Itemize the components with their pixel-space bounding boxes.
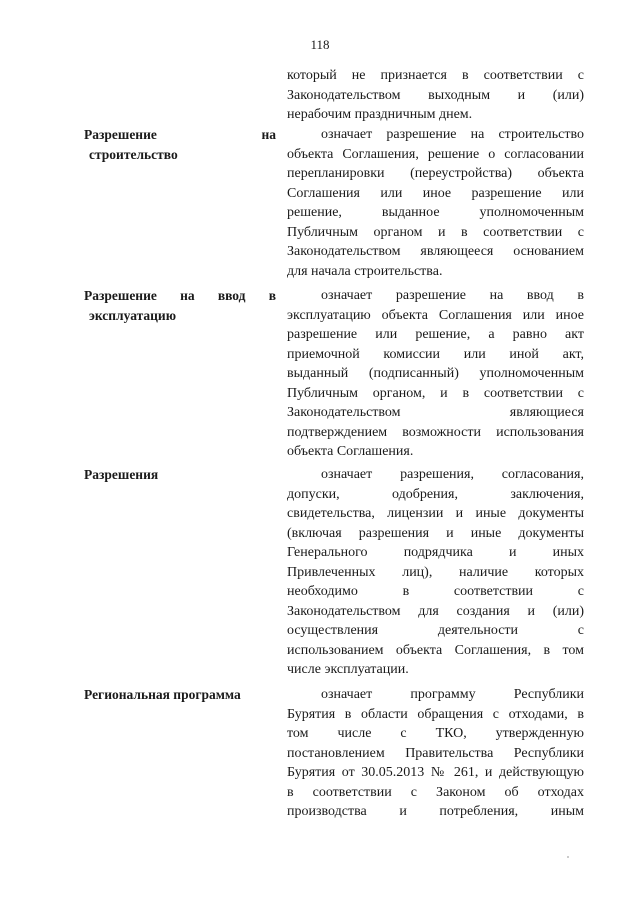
text-line: подтверждением возможности использования xyxy=(287,424,584,440)
definition-permits xyxy=(287,465,584,680)
text-line: Публичным органом, и в соответствии с xyxy=(287,385,584,401)
text-line: Привлеченных лиц), наличие которых xyxy=(287,564,584,580)
page-number: 118 xyxy=(310,37,330,52)
term-regional-program xyxy=(84,685,276,705)
text-line: Законодательством являющееся основанием xyxy=(287,244,584,259)
text-line: (включая разрешения и иные документы xyxy=(287,525,584,541)
scan-speck xyxy=(567,856,569,858)
text-line: осуществления деятельности с xyxy=(287,623,584,638)
text-line: означает программу Республики xyxy=(321,687,584,702)
text-line: который не признается в соответствии с xyxy=(287,68,584,83)
text-line: необходимо в соответствии с xyxy=(287,584,584,599)
text-line: приемочной комиссии или иной акт, xyxy=(287,346,584,362)
text-line: разрешение или решение, а равно акт xyxy=(287,327,584,342)
text-line: Законодательством являющиеся xyxy=(287,405,584,420)
text-line: использованием объекта Соглашения, в том xyxy=(287,642,584,658)
text-line: выданный (подписанный) уполномоченным xyxy=(287,366,584,381)
text-line: Генерального подрядчика и иных xyxy=(287,545,584,560)
definition-building-permit xyxy=(287,125,584,281)
text-line: означает разрешение на строительство xyxy=(321,127,584,142)
text-line: свидетельства, лицензии и иные документы xyxy=(287,506,584,521)
text-line: Бурятия в области обращения с отходами, в xyxy=(287,706,584,722)
text-line: производства и потребления, иным xyxy=(287,804,584,819)
definition-regional-program xyxy=(287,685,584,822)
text-line: для начала строительства. xyxy=(287,263,443,279)
intro-paragraph xyxy=(287,66,584,125)
text-line: Соглашения или иное разрешение или xyxy=(287,185,584,201)
text-line: объекта Соглашения, решение о согласовании xyxy=(287,146,584,162)
text-line: означает разрешения, согласования, xyxy=(321,467,584,482)
text-line: Законодательством выходным и (или) xyxy=(287,87,584,103)
text-line: означает разрешение на ввод в xyxy=(321,288,584,303)
text-line: перепланировки (переустройства) объекта xyxy=(287,166,584,181)
term-line: строительство xyxy=(89,146,178,162)
text-line: в соответствии с Законом об отходах xyxy=(287,784,584,800)
text-line: Законодательством для создания и (или) xyxy=(287,603,584,619)
term-commissioning-permit xyxy=(84,286,276,325)
definition-commissioning-permit xyxy=(287,286,584,462)
text-line: эксплуатацию объекта Соглашения или иное xyxy=(287,307,584,323)
text-line: числе эксплуатации. xyxy=(287,662,409,677)
term-line: Разрешение на ввод в xyxy=(84,288,276,303)
term-building-permit xyxy=(84,125,276,164)
term-line: Разрешения xyxy=(84,467,159,482)
text-line: решение, выданное уполномоченным xyxy=(287,205,584,220)
text-line: нерабочим праздничным днем. xyxy=(287,107,473,122)
text-line: объекта Соглашения. xyxy=(287,444,414,459)
term-line: Разрешение на xyxy=(84,127,276,142)
text-line: допуски, одобрения, заключения, xyxy=(287,486,584,502)
text-line: Бурятия от 30.05.2013 № 261, и действующую xyxy=(287,765,584,780)
term-line: Региональная программа xyxy=(84,687,241,702)
text-line: постановлением Правительства Республики xyxy=(287,745,584,761)
term-permits xyxy=(84,465,276,485)
term-line: эксплуатацию xyxy=(89,307,177,323)
text-line: Публичным органом и в соответствии с xyxy=(287,224,584,240)
text-line: том числе с ТКО, утвержденную xyxy=(287,726,584,741)
